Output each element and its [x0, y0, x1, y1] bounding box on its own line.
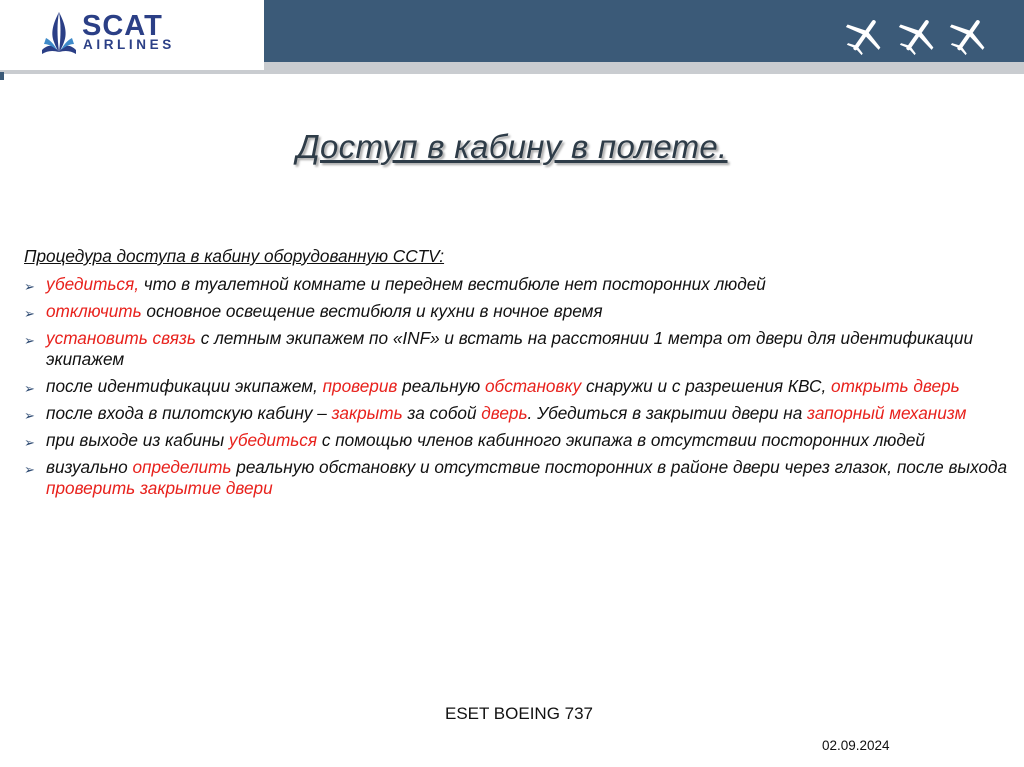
- bullet-text: снаружи и с разрешения КВС,: [581, 376, 832, 396]
- action-verb: определить: [132, 457, 232, 477]
- bullet-text: визуально: [46, 457, 133, 477]
- bullet-text: . Убедиться в закрытии двери на: [527, 403, 808, 423]
- list-item: [24, 274, 1014, 295]
- scat-logo-mark-icon: [40, 10, 78, 60]
- scat-logo: [40, 10, 210, 60]
- action-verb: убедиться: [228, 430, 318, 450]
- action-verb: запорный механизм: [807, 403, 967, 423]
- bullet-arrow-icon: ➢: [24, 333, 35, 348]
- procedure-intro: Процедура доступа в кабину оборудованную CCTV:: [24, 246, 445, 266]
- plane-icon: [946, 14, 990, 58]
- footer-date: 02.09.2024: [822, 738, 890, 753]
- list-item: [24, 430, 1014, 451]
- bullet-arrow-icon: ➢: [24, 381, 35, 396]
- logo-text-sub: AIRLINES: [83, 37, 175, 52]
- bullet-arrow-icon: ➢: [24, 435, 35, 450]
- action-verb: проверить закрытие двери: [46, 478, 273, 498]
- procedure-list: [24, 274, 1014, 499]
- plane-icon: [842, 14, 886, 58]
- bullet-text: основное освещение вестибюля и кухни в ночное время: [141, 301, 603, 321]
- left-accent: [0, 72, 4, 80]
- action-verb: открыть дверь: [831, 376, 960, 396]
- plane-icon: [895, 14, 939, 58]
- list-item: [24, 328, 1014, 370]
- list-item: [24, 403, 1014, 424]
- list-item: [24, 301, 1014, 322]
- footer-course-name: ESET BOEING 737: [444, 704, 594, 723]
- bullet-text: реальную: [397, 376, 485, 396]
- bullet-text: при выходе из кабины: [46, 430, 229, 450]
- list-item: [24, 376, 1014, 397]
- action-verb: дверь: [481, 403, 528, 423]
- action-verb: убедиться,: [46, 274, 139, 294]
- slide-title: Доступ в кабину в полете.: [296, 128, 728, 165]
- action-verb: проверив: [322, 376, 398, 396]
- bullet-arrow-icon: ➢: [24, 462, 35, 477]
- action-verb: закрыть: [331, 403, 403, 423]
- action-verb: обстановку: [484, 376, 582, 396]
- bullet-text: с летным экипажем по «INF» и встать на расстоянии 1 метра от двери для идентификации экипажем: [46, 328, 974, 369]
- logo-area: [0, 0, 264, 70]
- bullet-text: реальную обстановку и отсутствие посторонних в районе двери через глазок, после выхода: [231, 457, 1008, 477]
- bullet-text: с помощью членов кабинного экипажа в отсутствии посторонних людей: [317, 430, 925, 450]
- list-item: [24, 457, 1014, 499]
- bullet-arrow-icon: ➢: [24, 279, 35, 294]
- bullet-text: за собой: [402, 403, 482, 423]
- bullet-text: после входа в пилотскую кабину –: [46, 403, 332, 423]
- bullet-arrow-icon: ➢: [24, 408, 35, 423]
- logo-text-main: SCAT: [82, 10, 163, 42]
- action-verb: установить связь: [46, 328, 196, 348]
- action-verb: отключить: [46, 301, 142, 321]
- bullet-arrow-icon: ➢: [24, 306, 35, 321]
- bullet-text: что в туалетной комнате и переднем вестибюле нет посторонних людей: [138, 274, 766, 294]
- bullet-text: после идентификации экипажем,: [46, 376, 323, 396]
- plane-icons: [842, 14, 992, 60]
- slide-content: [24, 246, 1014, 505]
